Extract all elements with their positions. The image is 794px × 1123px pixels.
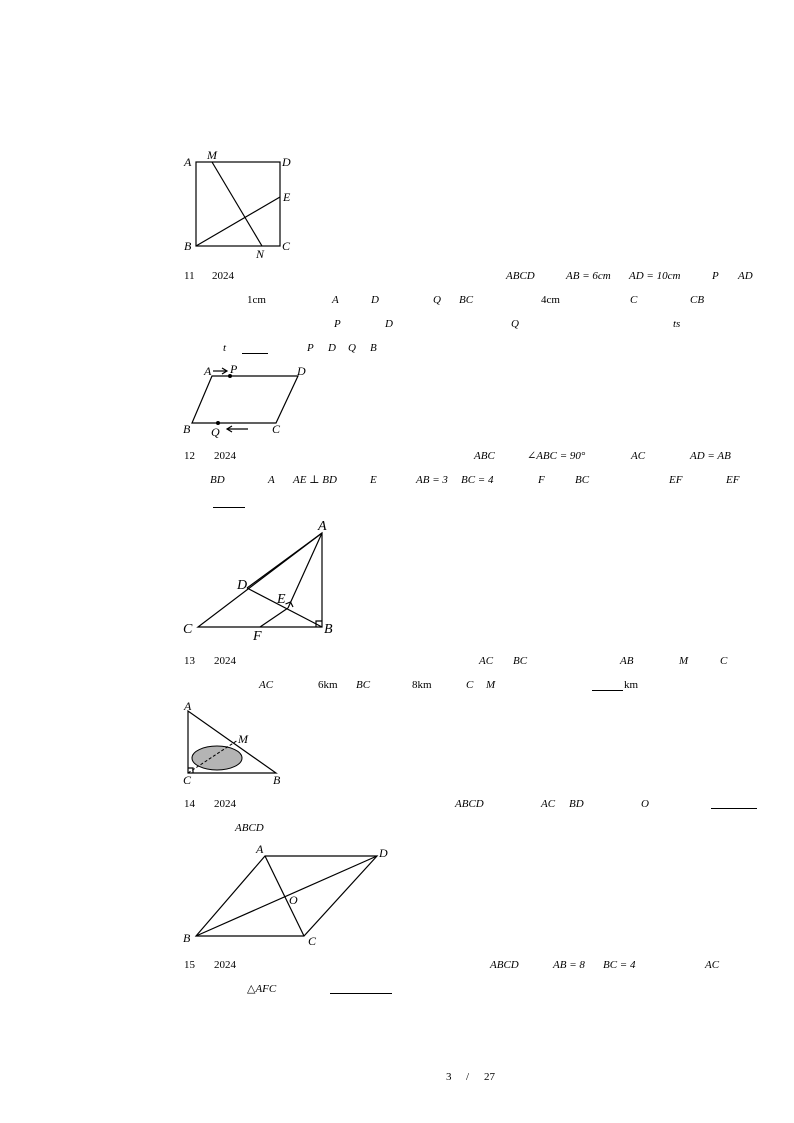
text-math: M xyxy=(486,679,496,691)
label-q: Q xyxy=(211,425,220,439)
label-a: A xyxy=(318,519,327,534)
text-math: O xyxy=(641,798,649,810)
text-math: AC xyxy=(479,655,494,667)
text-math: AC xyxy=(631,450,646,462)
text-math: ∠ABC = 90° xyxy=(527,450,586,462)
page-number: 3 xyxy=(446,1071,452,1083)
text-math: C xyxy=(466,679,474,691)
text-math: Q xyxy=(511,318,519,330)
figure-parallelogram-moving-points xyxy=(180,362,320,442)
label-d: D xyxy=(282,155,291,169)
label-b: B xyxy=(184,239,192,253)
label-c: C xyxy=(272,422,281,436)
text-math: BC xyxy=(575,474,590,486)
label-o: O xyxy=(289,893,298,907)
text-math: P xyxy=(307,342,314,354)
text-math: D xyxy=(385,318,393,330)
label-m: M xyxy=(207,148,217,162)
label-c: C xyxy=(308,934,317,948)
text-math: CB xyxy=(690,294,705,306)
label-a: A xyxy=(204,364,212,378)
text-math: Q xyxy=(433,294,441,306)
question-year: 2024 xyxy=(212,270,234,282)
text-math: △AFC xyxy=(247,983,277,995)
text-math: BC = 4 xyxy=(603,959,636,971)
label-a: A xyxy=(184,699,192,713)
label-n: N xyxy=(256,247,265,261)
text-math: E xyxy=(370,474,377,486)
page-total: 27 xyxy=(484,1071,495,1083)
figure-right-triangle-abc xyxy=(180,516,350,646)
question-number: 14 xyxy=(184,798,195,810)
text-math: AB = 6cm xyxy=(566,270,611,282)
figure-lake-triangle xyxy=(180,698,300,788)
text-math: AB = 3 xyxy=(416,474,448,486)
text-math: D xyxy=(371,294,379,306)
text-math: AC xyxy=(705,959,720,971)
text-math: A xyxy=(268,474,275,486)
text-math: BC = 4 xyxy=(461,474,494,486)
text-math: D xyxy=(328,342,336,354)
text-math: EF xyxy=(669,474,683,486)
text-math: t xyxy=(223,342,227,354)
text-math: AC xyxy=(259,679,274,691)
text-math: F xyxy=(538,474,545,486)
text-math: 6km xyxy=(318,679,338,691)
text-math: BC xyxy=(513,655,528,667)
text-math: ABCD xyxy=(506,270,535,282)
label-c: C xyxy=(183,622,193,637)
answer-blank xyxy=(592,690,623,691)
text-math: M xyxy=(679,655,689,667)
label-c: C xyxy=(282,239,291,253)
question-number: 12 xyxy=(184,450,195,462)
text-math: AE ⊥ BD xyxy=(293,474,337,486)
answer-blank xyxy=(330,993,392,994)
text-math: AB = 8 xyxy=(553,959,585,971)
figure-rhombus-abcd xyxy=(180,842,400,950)
label-m: M xyxy=(238,732,248,746)
text-math: BD xyxy=(210,474,225,486)
page-separator: / xyxy=(466,1071,470,1083)
text-math: BD xyxy=(569,798,584,810)
text-math: AD xyxy=(738,270,753,282)
label-d: D xyxy=(379,846,388,860)
text-math: ABC xyxy=(474,450,495,462)
text-math: Q xyxy=(348,342,356,354)
text-math: 8km xyxy=(412,679,432,691)
text-math: BC xyxy=(459,294,474,306)
text-math: 1cm xyxy=(247,294,266,306)
label-b: B xyxy=(273,773,281,787)
question-number: 11 xyxy=(184,270,195,282)
text-math: A xyxy=(332,294,339,306)
label-f: F xyxy=(253,629,262,644)
text-math: AB xyxy=(620,655,634,667)
question-year: 2024 xyxy=(214,655,236,667)
text-math: B xyxy=(370,342,377,354)
label-e: E xyxy=(277,592,286,607)
text-math: EF xyxy=(726,474,740,486)
label-a: A xyxy=(256,842,264,856)
text-math: ABCD xyxy=(455,798,484,810)
figure-square-abcd xyxy=(180,148,300,263)
text-math: AD = AB xyxy=(690,450,731,462)
question-number: 13 xyxy=(184,655,195,667)
label-b: B xyxy=(183,422,191,436)
label-p: P xyxy=(230,362,238,376)
label-e: E xyxy=(283,190,291,204)
text-unit: km xyxy=(624,679,639,691)
question-number: 15 xyxy=(184,959,195,971)
text-math: P xyxy=(334,318,341,330)
text-math: ABCD xyxy=(235,822,264,834)
question-year: 2024 xyxy=(214,798,236,810)
question-year: 2024 xyxy=(214,450,236,462)
text-math: BC xyxy=(356,679,371,691)
answer-blank xyxy=(711,808,757,809)
text-math: C xyxy=(720,655,728,667)
label-d: D xyxy=(237,578,248,593)
text-math: C xyxy=(630,294,638,306)
text-math: P xyxy=(712,270,719,282)
text-math: ts xyxy=(673,318,681,330)
label-a: A xyxy=(184,155,192,169)
question-year: 2024 xyxy=(214,959,236,971)
answer-blank xyxy=(242,353,268,354)
label-b: B xyxy=(183,931,191,945)
label-d: D xyxy=(297,364,306,378)
text-math: ABCD xyxy=(490,959,519,971)
answer-blank xyxy=(213,507,245,508)
text-math: 4cm xyxy=(541,294,560,306)
label-c: C xyxy=(183,773,192,787)
text-math: AC xyxy=(541,798,556,810)
label-b: B xyxy=(324,622,333,637)
text-math: AD = 10cm xyxy=(629,270,681,282)
